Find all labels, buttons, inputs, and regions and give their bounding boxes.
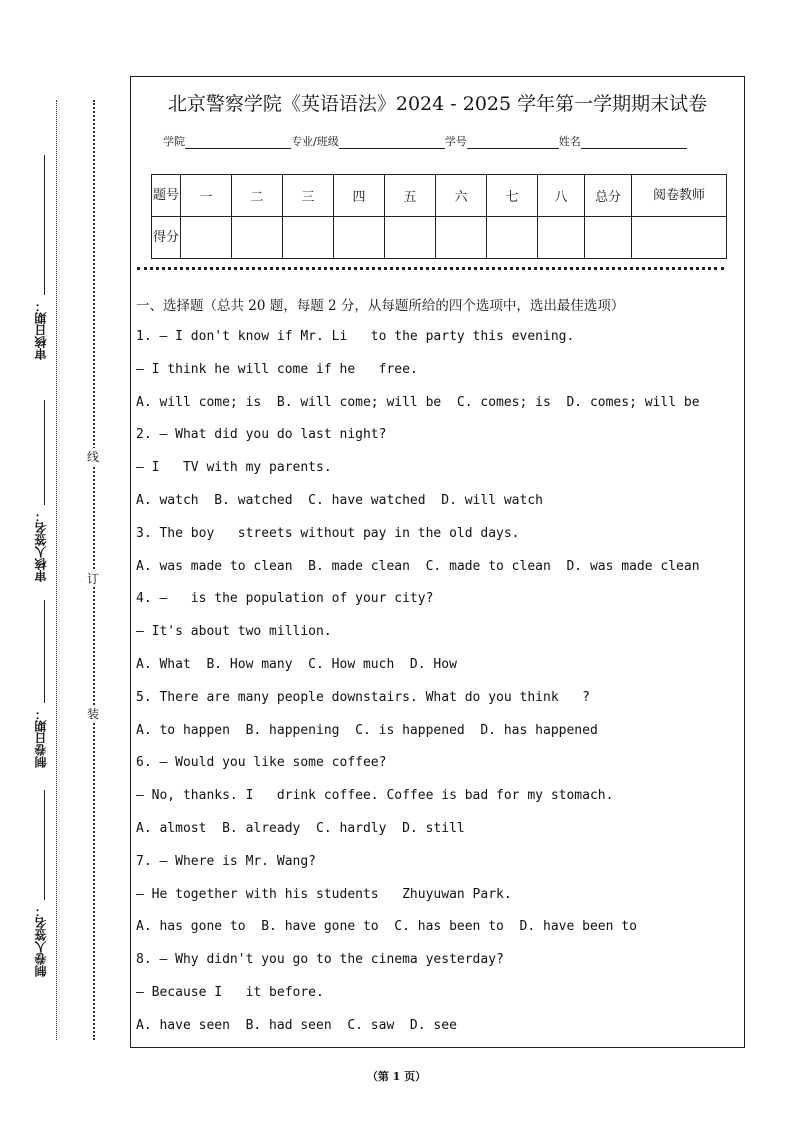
score-cell[interactable] bbox=[632, 217, 727, 259]
compile-date-line bbox=[44, 600, 45, 703]
question-line: A. almost B. already C. hardly D. still bbox=[136, 821, 465, 836]
question-line: 4. — is the population of your city? bbox=[136, 591, 434, 607]
review-date-line bbox=[44, 155, 45, 295]
student-info-row bbox=[163, 133, 687, 149]
question-line: A. have seen B. had seen C. saw D. see bbox=[136, 1017, 457, 1033]
section-separator bbox=[137, 267, 724, 270]
col-6: 六 bbox=[436, 175, 487, 217]
score-row-head: 得分 bbox=[152, 217, 181, 259]
score-table-score-row bbox=[152, 217, 727, 259]
question-line: — Because I it before. bbox=[136, 985, 324, 1000]
question-line: 1. — I don't know if Mr. Li to the party this evening. bbox=[136, 329, 575, 344]
col-5: 五 bbox=[385, 175, 436, 217]
question-line: A. What B. How many C. How much D. How bbox=[136, 657, 457, 672]
score-cell[interactable] bbox=[283, 217, 334, 259]
question-number-head: 题号 bbox=[152, 175, 181, 217]
page-number: （第 1 页） bbox=[366, 1070, 427, 1083]
score-table-header-row bbox=[152, 175, 727, 217]
college-blank[interactable] bbox=[185, 136, 291, 149]
col-7: 七 bbox=[487, 175, 538, 217]
student-id-blank[interactable] bbox=[467, 136, 559, 149]
major-class-label: 专业/班级 bbox=[291, 135, 339, 148]
major-class-blank[interactable] bbox=[339, 136, 445, 149]
question-line: A. has gone to B. have gone to C. has been to D. have been to bbox=[136, 919, 637, 935]
question-line: — I think he will come if he free. bbox=[136, 361, 418, 377]
score-cell[interactable] bbox=[487, 217, 538, 259]
question-line: 8. — Why didn't you go to the cinema yesterday? bbox=[136, 952, 504, 968]
score-cell[interactable] bbox=[436, 217, 487, 259]
question-line: 5. There are many people downstairs. What do you think ? bbox=[136, 689, 590, 705]
name-blank[interactable] bbox=[581, 136, 687, 149]
score-cell[interactable] bbox=[585, 217, 632, 259]
col-8: 八 bbox=[538, 175, 585, 217]
bind-char-line: 线 bbox=[87, 450, 100, 464]
compiler-signature-label: 制卷人签名： bbox=[34, 905, 48, 977]
col-2: 二 bbox=[232, 175, 283, 217]
question-line: A. watch B. watched C. have watched D. will watch bbox=[136, 493, 543, 508]
score-cell[interactable] bbox=[334, 217, 385, 259]
score-cell[interactable] bbox=[385, 217, 436, 259]
question-line: — He together with his students Zhuyuwan Park. bbox=[136, 886, 512, 902]
compiler-signature-line bbox=[44, 790, 45, 900]
margin-dotted-line-outer bbox=[56, 100, 57, 1040]
exam-frame bbox=[130, 76, 745, 1048]
question-line: A. was made to clean B. made clean C. made to clean D. was made clean bbox=[136, 558, 700, 574]
exam-title: 北京警察学院《英语语法》2024 - 2025 学年第一学期期末试卷 bbox=[167, 93, 708, 115]
section-heading: 一、选择题（总共 20 题，每题 2 分，从每题所给的四个选项中，选出最佳选项） bbox=[136, 298, 625, 314]
college-label: 学院 bbox=[163, 135, 185, 148]
question-line: 6. — Would you like some coffee? bbox=[136, 755, 387, 771]
reviewer-signature-line bbox=[44, 400, 45, 505]
col-4: 四 bbox=[334, 175, 385, 217]
col-1: 一 bbox=[181, 175, 232, 217]
score-cell[interactable] bbox=[232, 217, 283, 259]
compile-date-label: 制卷日期： bbox=[34, 708, 48, 768]
question-line: — I TV with my parents. bbox=[136, 460, 332, 476]
col-total: 总分 bbox=[585, 175, 632, 217]
score-cell[interactable] bbox=[181, 217, 232, 259]
review-date-label: 审核日期： bbox=[34, 300, 48, 360]
question-line: — It's about two million. bbox=[136, 624, 332, 640]
student-id-label: 学号 bbox=[444, 135, 467, 148]
score-table bbox=[151, 174, 727, 259]
question-line: A. will come; is B. will come; will be C. comes; is D. comes; will be bbox=[136, 394, 700, 410]
question-line: — No, thanks. I drink coffee. Coffee is bad for my stomach. bbox=[136, 788, 614, 804]
bind-char-staple: 订 bbox=[87, 572, 100, 586]
name-label: 姓名 bbox=[558, 135, 581, 148]
question-line: 3. The boy streets without pay in the old days. bbox=[136, 525, 520, 541]
question-line: 7. — Where is Mr. Wang? bbox=[136, 853, 317, 869]
score-cell[interactable] bbox=[538, 217, 585, 259]
col-grader: 阅卷教师 bbox=[632, 175, 727, 217]
question-line: 2. — What did you do last night? bbox=[136, 427, 387, 443]
col-3: 三 bbox=[283, 175, 334, 217]
reviewer-signature-label: 审核人签名： bbox=[34, 510, 48, 582]
question-line: A. to happen B. happening C. is happened D. has happened bbox=[136, 722, 598, 738]
bind-char-bind: 装 bbox=[87, 707, 100, 721]
